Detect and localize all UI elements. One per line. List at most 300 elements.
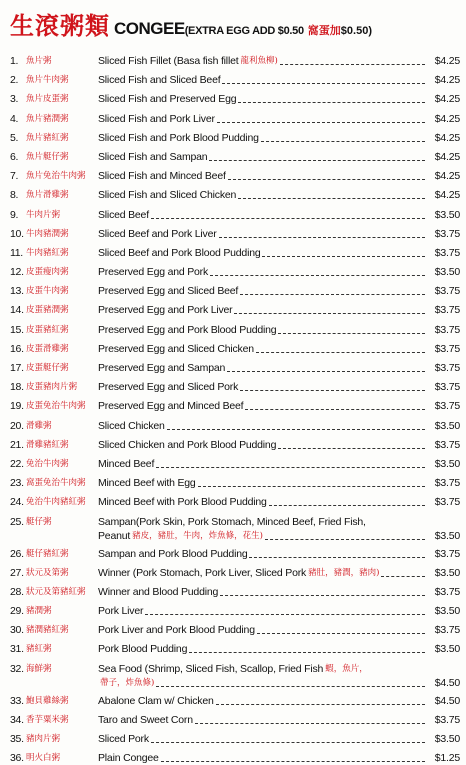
item-chinese-note: 龍利魚柳) <box>240 56 278 66</box>
item-number: 2. <box>10 74 19 87</box>
item-line <box>98 457 460 471</box>
item-english-name: Pork Liver and Pork Blood Pudding <box>98 624 255 637</box>
item-chinese-name: 皮蛋牛肉粥 <box>26 286 69 297</box>
menu-item <box>10 303 460 317</box>
item-chinese-cont: 帶子，炸魚條) <box>100 677 155 688</box>
item-line <box>98 713 460 727</box>
item-details <box>98 342 460 356</box>
menu-item <box>10 515 460 543</box>
item-price: $4.25 <box>434 170 460 183</box>
item-number: 23. <box>10 477 24 490</box>
item-line <box>98 150 460 164</box>
item-details <box>98 131 460 145</box>
item-line <box>98 566 460 580</box>
item-english-name: Preserved Egg and Sliced Beef <box>98 285 239 298</box>
item-number: 31. <box>10 643 24 656</box>
dotted-leader <box>151 218 425 219</box>
item-price: $4.25 <box>434 131 460 144</box>
dotted-leader <box>381 576 425 577</box>
menu-item <box>10 380 460 394</box>
dotted-leader <box>269 505 425 506</box>
item-number: 30. <box>10 624 24 637</box>
item-number: 36. <box>10 752 24 765</box>
item-number: 20. <box>10 419 24 432</box>
item-line <box>98 732 460 746</box>
menu-item <box>10 566 460 580</box>
item-details <box>98 54 460 68</box>
item-price: $1.25 <box>434 752 460 765</box>
dotted-leader <box>222 83 425 84</box>
item-price: $4.25 <box>434 55 460 67</box>
item-price: $3.75 <box>434 227 460 240</box>
dotted-leader <box>189 652 425 653</box>
item-chinese-name: 明火白粥 <box>26 753 61 764</box>
item-details <box>98 208 460 222</box>
item-english-name: Plain Congee <box>98 752 159 765</box>
menu-item <box>10 604 460 618</box>
menu-item <box>10 284 460 298</box>
item-details <box>98 713 460 727</box>
item-line <box>98 92 460 106</box>
item-details <box>98 662 460 690</box>
item-line <box>98 495 460 509</box>
item-details <box>98 303 460 317</box>
item-english-name: Minced Beef with Egg <box>98 477 196 490</box>
menu-header <box>10 6 460 46</box>
item-details <box>98 380 460 394</box>
dotted-leader <box>216 704 425 705</box>
item-english-name: Sliced Chicken and Pork Blood Pudding <box>98 438 277 451</box>
item-price: $3.75 <box>434 438 460 451</box>
item-english-name: Sliced Chicken <box>98 419 165 432</box>
item-english-name: Sliced Fish and Preserved Egg <box>98 93 237 106</box>
item-chinese-name: 牛肉豬紅粥 <box>26 247 69 258</box>
item-line <box>98 54 460 68</box>
item-number: 21. <box>10 438 24 451</box>
item-line <box>98 662 460 676</box>
item-number: 35. <box>10 733 24 745</box>
item-line <box>98 342 460 356</box>
item-chinese-name: 魚片艇仔粥 <box>26 151 69 162</box>
menu-item <box>10 713 460 727</box>
item-english-name: Sliced Fish and Sliced Beef <box>98 74 221 87</box>
item-number: 18. <box>10 381 24 394</box>
item-chinese-name: 豬潤豬紅粥 <box>26 625 69 636</box>
item-number: 19. <box>10 400 24 413</box>
item-chinese-name: 皮蛋滑雞粥 <box>26 343 69 354</box>
item-number: 28. <box>10 585 24 598</box>
menu-item <box>10 361 460 375</box>
item-number: 29. <box>10 605 24 618</box>
item-english-name: Preserved Egg and Pork <box>98 266 208 279</box>
item-price: $3.75 <box>434 362 460 374</box>
item-line <box>98 112 460 126</box>
dotted-leader <box>156 467 425 468</box>
dotted-leader <box>145 614 425 615</box>
item-chinese-cont: 豬皮，豬肚，牛肉，炸魚條，花生) <box>132 530 263 541</box>
item-chinese-name: 皮蛋豬紅粥 <box>26 324 69 335</box>
item-details <box>98 246 460 260</box>
dotted-leader <box>151 742 425 743</box>
dotted-leader <box>228 179 425 180</box>
item-chinese-name: 艇仔豬紅粥 <box>26 548 69 559</box>
item-details <box>98 73 460 87</box>
item-english-name: Pork Blood Pudding <box>98 643 188 656</box>
item-chinese-name: 豬潤粥 <box>26 606 52 617</box>
item-price: $4.25 <box>434 150 460 163</box>
item-line <box>98 169 460 183</box>
item-price: $4.50 <box>434 694 460 707</box>
item-number: 13. <box>10 285 24 298</box>
menu-item <box>10 265 460 279</box>
item-details <box>98 399 460 413</box>
item-details <box>98 92 460 106</box>
menu-item <box>10 246 460 260</box>
dotted-leader <box>161 761 425 762</box>
item-details <box>98 227 460 241</box>
item-details <box>98 515 460 543</box>
item-number: 6. <box>10 150 19 163</box>
item-price: $3.50 <box>434 643 460 656</box>
menu-item <box>10 476 460 490</box>
item-chinese-name: 鮑貝雞絲粥 <box>26 695 69 706</box>
item-english-name: Sliced Fish and Sliced Chicken <box>98 189 237 202</box>
item-chinese-name: 皮蛋豬潤粥 <box>26 305 69 316</box>
dotted-leader <box>219 237 425 238</box>
menu-item <box>10 585 460 599</box>
menu-item <box>10 227 460 241</box>
item-price: $3.75 <box>434 400 460 413</box>
item-line <box>98 476 460 490</box>
item-number: 27. <box>10 566 24 579</box>
item-line <box>98 751 460 765</box>
item-english-name: Sliced Beef and Pork Blood Pudding <box>98 246 261 259</box>
menu-item <box>10 399 460 413</box>
item-number: 12. <box>10 266 24 279</box>
item-price: $3.75 <box>434 496 460 509</box>
item-chinese-name: 香芋粟米粥 <box>26 714 69 725</box>
menu-item <box>10 662 460 690</box>
item-line <box>98 188 460 202</box>
dotted-leader <box>240 390 425 391</box>
item-details <box>98 604 460 618</box>
item-line-2 <box>98 676 460 690</box>
menu-item <box>10 732 460 746</box>
item-line <box>98 323 460 337</box>
item-details <box>98 265 460 279</box>
menu-item <box>10 188 460 202</box>
item-english-name: Sliced Fish and Pork Liver <box>98 112 215 125</box>
item-number: 24. <box>10 496 24 509</box>
item-number: 22. <box>10 457 24 470</box>
item-line <box>98 246 460 260</box>
item-chinese-name: 皮蛋豬肉片粥 <box>26 382 78 393</box>
item-number: 4. <box>10 112 19 125</box>
item-price: $3.75 <box>434 246 460 259</box>
dotted-leader <box>210 275 425 276</box>
menu-item <box>10 150 460 164</box>
item-english-name: Taro and Sweet Corn <box>98 713 193 726</box>
menu-item <box>10 92 460 106</box>
item-price: $3.50 <box>434 566 460 579</box>
item-english-name: Minced Beef <box>98 457 155 470</box>
item-number: 25. <box>10 515 24 528</box>
item-number: 15. <box>10 323 24 336</box>
item-price: $4.25 <box>434 74 460 87</box>
item-price: $3.50 <box>434 208 460 221</box>
dotted-leader <box>240 294 425 295</box>
item-details <box>98 188 460 202</box>
dotted-leader <box>156 686 425 687</box>
dotted-leader <box>238 198 425 199</box>
menu-item <box>10 208 460 222</box>
item-number: 34. <box>10 713 24 726</box>
dotted-leader <box>198 486 425 487</box>
menu-item <box>10 342 460 356</box>
item-english-name: Minced Beef with Pork Blood Pudding <box>98 496 267 509</box>
item-chinese-note: 蝦，魚片， <box>325 663 368 674</box>
item-number: 9. <box>10 208 19 221</box>
dotted-leader <box>278 448 425 449</box>
item-details <box>98 694 460 708</box>
menu-item <box>10 642 460 656</box>
item-price: $3.75 <box>434 323 460 336</box>
item-chinese-name: 滑雞豬紅粥 <box>26 439 69 450</box>
item-line <box>98 694 460 708</box>
item-english-name: Abalone Clam w/ Chicken <box>98 694 214 707</box>
item-price: $3.75 <box>434 713 460 726</box>
menu-item <box>10 438 460 452</box>
dotted-leader <box>262 256 425 257</box>
item-chinese-name: 豬紅粥 <box>26 644 52 655</box>
item-price: $4.25 <box>434 189 460 202</box>
item-english-name: Sliced Fish and Pork Blood Pudding <box>98 131 259 144</box>
item-number: 11. <box>10 246 23 259</box>
item-line <box>98 438 460 452</box>
item-line <box>98 73 460 87</box>
item-price: $4.50 <box>434 676 460 689</box>
item-price: $3.75 <box>434 381 460 394</box>
item-number: 32. <box>10 662 24 675</box>
item-line <box>98 131 460 145</box>
menu-item <box>10 323 460 337</box>
menu-item <box>10 112 460 126</box>
item-english-name: Preserved Egg and Sliced Pork <box>98 381 239 394</box>
item-line <box>98 547 460 561</box>
item-price: $3.50 <box>434 419 460 432</box>
item-details <box>98 457 460 471</box>
menu-item <box>10 54 460 68</box>
title-english: CONGEE <box>114 19 185 38</box>
dotted-leader <box>209 160 425 161</box>
item-chinese-name: 魚片滑雞粥 <box>26 190 69 201</box>
item-details <box>98 419 460 433</box>
item-chinese-name: 魚片粥 <box>26 56 52 66</box>
item-chinese-name: 皮蛋艇仔粥 <box>26 363 69 373</box>
item-price: $3.75 <box>434 285 460 298</box>
item-chinese-name: 牛肉豬潤粥 <box>26 228 69 239</box>
menu-item <box>10 694 460 708</box>
item-price: $3.50 <box>434 529 460 542</box>
item-details <box>98 150 460 164</box>
item-english-name: Winner and Blood Pudding <box>98 585 219 598</box>
item-number: 8. <box>10 189 19 202</box>
menu-list <box>10 54 460 765</box>
item-line <box>98 284 460 298</box>
item-chinese-name: 狀元及第粥 <box>26 567 69 578</box>
item-price: $3.75 <box>434 585 460 598</box>
item-price: $3.50 <box>434 457 460 470</box>
item-details <box>98 169 460 183</box>
dotted-leader <box>257 633 425 634</box>
dotted-leader <box>249 557 425 558</box>
item-chinese-name: 魚片豬紅粥 <box>26 132 69 143</box>
item-details <box>98 751 460 765</box>
item-english-name: Preserved Egg and Sliced Chicken <box>98 342 254 355</box>
menu-item <box>10 547 460 561</box>
item-price: $3.75 <box>434 477 460 490</box>
dotted-leader <box>261 141 425 142</box>
item-chinese-name: 魚片皮蛋粥 <box>26 94 69 105</box>
title-chinese: 生滾粥類 <box>10 11 110 40</box>
item-chinese-name: 滑雞粥 <box>26 420 52 431</box>
item-details <box>98 112 460 126</box>
menu-item <box>10 131 460 145</box>
dotted-leader <box>265 539 425 540</box>
item-line <box>98 515 460 529</box>
dotted-leader <box>167 429 425 430</box>
item-line <box>98 380 460 394</box>
item-chinese-name: 豬肉片粥 <box>26 734 61 744</box>
item-price: $3.75 <box>434 547 460 560</box>
item-details <box>98 623 460 637</box>
item-price: $3.50 <box>434 266 460 279</box>
extra-egg-note: (EXTRA EGG ADD $0.50 <box>184 25 304 37</box>
item-price: $3.75 <box>434 304 460 317</box>
item-english-name: Sliced Beef and Pork Liver <box>98 227 217 240</box>
item-english-name: Preserved Egg and Minced Beef <box>98 400 244 413</box>
item-english-name: Sliced Beef <box>98 208 149 221</box>
menu-item <box>10 457 460 471</box>
item-number: 33. <box>10 694 24 707</box>
item-line <box>98 361 460 375</box>
item-details <box>98 323 460 337</box>
item-line <box>98 227 460 241</box>
item-line <box>98 265 460 279</box>
item-line <box>98 303 460 317</box>
item-chinese-name: 海鮮粥 <box>26 663 52 674</box>
menu-item <box>10 73 460 87</box>
item-details <box>98 495 460 509</box>
dotted-leader <box>220 595 425 596</box>
item-price: $3.50 <box>434 733 460 745</box>
item-chinese-name: 皮蛋瘦肉粥 <box>26 267 69 278</box>
item-english-name: Sea Food (Shrimp, Sliced Fish, Scallop, Fried Fish <box>98 662 324 675</box>
item-number: 5. <box>10 131 19 144</box>
item-line <box>98 419 460 433</box>
item-line <box>98 642 460 656</box>
item-english-cont: Peanut <box>98 529 131 542</box>
dotted-leader <box>278 333 425 334</box>
item-number: 17. <box>10 362 24 374</box>
item-details <box>98 361 460 375</box>
menu-item <box>10 169 460 183</box>
dotted-leader <box>245 409 425 410</box>
item-english-name: Winner (Pork Stomach, Pork Liver, Sliced Pork <box>98 566 307 579</box>
item-line <box>98 604 460 618</box>
item-english-name: Sampan(Pork Skin, Pork Stomach, Minced Beef, Fried Fish, <box>98 515 366 528</box>
item-details <box>98 585 460 599</box>
item-chinese-name: 皮蛋免治牛肉粥 <box>26 401 86 412</box>
item-price: $3.75 <box>434 624 460 637</box>
item-details <box>98 438 460 452</box>
extra-egg-price: $0.50) <box>340 25 372 37</box>
item-price: $4.25 <box>434 112 460 125</box>
item-price: $3.50 <box>434 605 460 618</box>
dotted-leader <box>280 64 425 65</box>
item-number: 16. <box>10 342 24 355</box>
dotted-leader <box>256 352 425 353</box>
item-english-name: Preserved Egg and Pork Liver <box>98 304 233 317</box>
item-price: $3.75 <box>434 342 460 355</box>
item-line <box>98 208 460 222</box>
dotted-leader <box>195 723 425 724</box>
item-chinese-name: 魚片豬潤粥 <box>26 113 69 124</box>
item-details <box>98 566 460 580</box>
item-line-2 <box>98 529 460 543</box>
item-chinese-name: 窩蛋免治牛肉粥 <box>26 478 86 489</box>
item-english-name: Preserved Egg and Sampan <box>98 362 226 374</box>
item-chinese-name: 牛肉片粥 <box>26 209 61 220</box>
extra-egg-chinese: 窩蛋加 <box>307 24 341 37</box>
item-chinese-name: 艇仔粥 <box>26 516 52 527</box>
item-number: 10. <box>10 227 24 240</box>
item-number: 26. <box>10 547 24 560</box>
dotted-leader <box>234 313 425 314</box>
item-english-name: Sliced Pork <box>98 733 149 745</box>
item-price: $4.25 <box>434 93 460 106</box>
item-english-name: Sampan and Pork Blood Pudding <box>98 547 248 560</box>
item-english-name: Sliced Fish and Minced Beef <box>98 170 226 183</box>
item-chinese-name: 魚片牛肉粥 <box>26 75 69 86</box>
dotted-leader <box>238 102 425 103</box>
item-line <box>98 623 460 637</box>
item-details <box>98 284 460 298</box>
item-english-name: Preserved Egg and Pork Blood Pudding <box>98 323 277 336</box>
item-chinese-note: 豬肚，豬潤，豬肉) <box>308 567 380 578</box>
item-details <box>98 476 460 490</box>
dotted-leader <box>227 371 425 372</box>
menu-item <box>10 623 460 637</box>
item-number: 7. <box>10 170 19 183</box>
item-english-name: Sliced Fish Fillet (Basa fish fillet <box>98 55 239 67</box>
item-details <box>98 642 460 656</box>
menu-item <box>10 419 460 433</box>
item-english-name: Pork Liver <box>98 605 144 618</box>
item-english-name: Sliced Fish and Sampan <box>98 150 208 163</box>
item-line <box>98 585 460 599</box>
item-chinese-name: 免治牛肉粥 <box>26 458 69 469</box>
item-chinese-name: 狀元及第豬紅粥 <box>26 586 86 597</box>
item-number: 14. <box>10 304 24 317</box>
dotted-leader <box>217 122 425 123</box>
menu-item <box>10 495 460 509</box>
item-chinese-name: 魚片免治牛肉粥 <box>26 171 86 182</box>
item-number: 1. <box>10 55 19 67</box>
item-number: 3. <box>10 93 19 106</box>
item-details <box>98 547 460 561</box>
item-details <box>98 732 460 746</box>
